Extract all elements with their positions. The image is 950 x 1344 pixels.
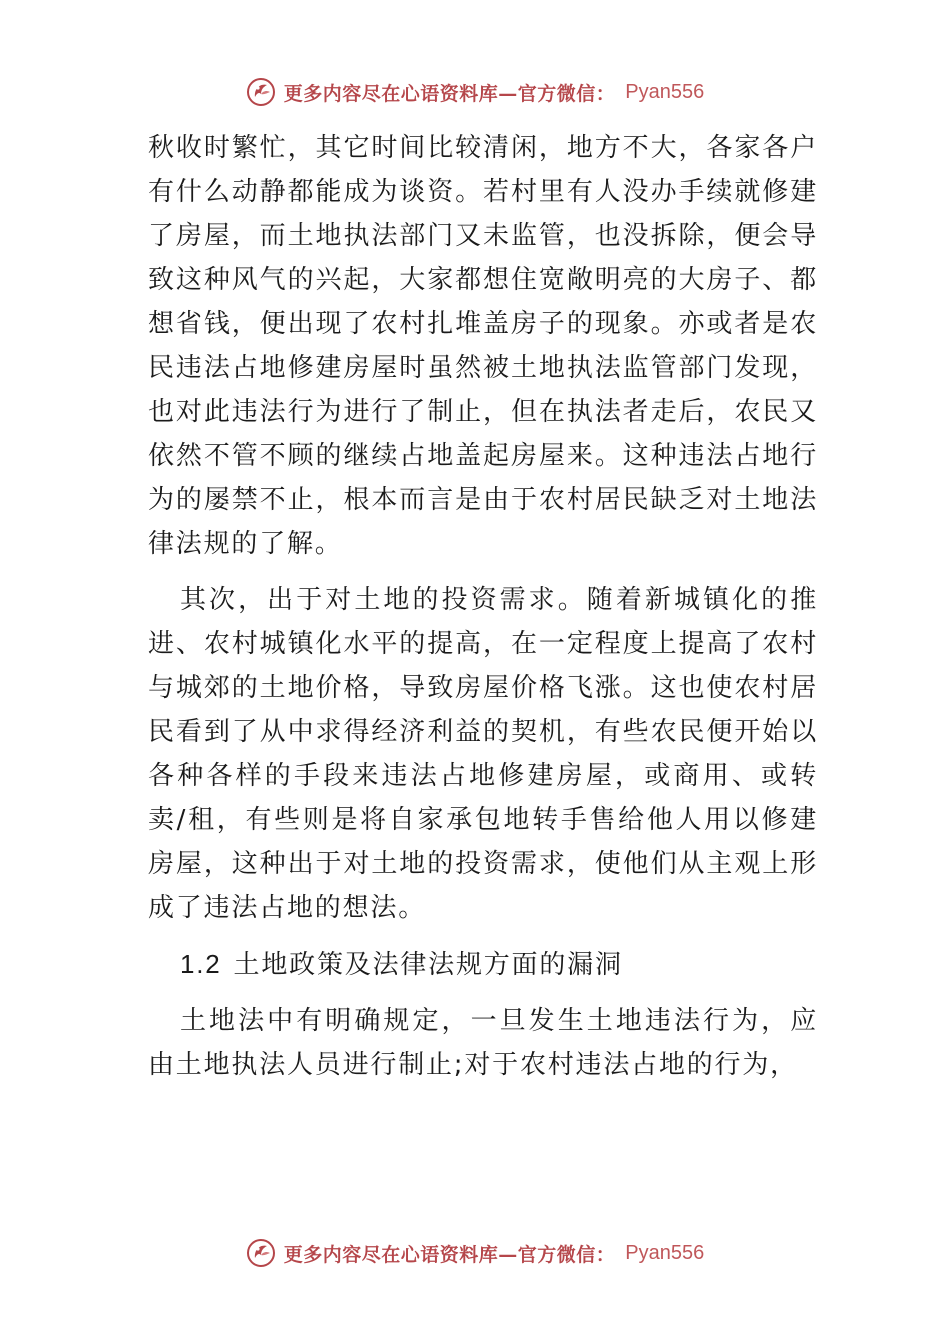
section-number: 1.2 xyxy=(180,949,222,979)
footer-banner xyxy=(0,1233,950,1273)
banner-slogan: 更多内容尽在心语资料库—官方微信： xyxy=(283,82,616,105)
flower-logo-icon xyxy=(246,1238,276,1268)
paragraph-3: 土地法中有明确规定，一旦发生土地违法行为，应由土地执法人员进行制止;对于农村违法占地的行为， xyxy=(148,1006,818,1080)
document-body xyxy=(148,126,818,1099)
wechat-id: Pyan556 xyxy=(625,80,705,103)
banner-slogan: 更多内容尽在心语资料库—官方微信： xyxy=(283,1243,616,1266)
paragraph-2: 其次，出于对土地的投资需求。随着新城镇化的推进、农村城镇化水平的提高，在一定程度上提高了农村与城郊的土地价格，导致房屋价格飞涨。这也使农村居民看到了从中求得经济利益的契机，有些农民便开始以各种各样的手段来违法占地修建房屋，或商用、或转卖/租，有些则是将自家承包地转手售给他人用以修建房屋，这种出于对土地的投资需求，使他们从主观上形成了违法占地的想法。 xyxy=(148,585,818,923)
section-title: 土地政策及法律法规方面的漏洞 xyxy=(233,950,623,980)
paragraph-1: 秋收时繁忙，其它时间比较清闲，地方不大，各家各户有什么动静都能成为谈资。若村里有人没办手续就修建了房屋，而土地执法部门又未监管，也没拆除，便会导致这种风气的兴起，大家都想住宽敞明亮的大房子、都想省钱，便出现了农村扎堆盖房子的现象。亦或者是农民违法占地修建房屋时虽然被土地执法监管部门发现，也对此违法行为进行了制止，但在执法者走后，农民又依然不管不顾的继续占地盖起房屋来。这种违法占地行为的屡禁不止，根本而言是由于农村居民缺乏对土地法律法规的了解。 xyxy=(148,133,818,559)
wechat-id: Pyan556 xyxy=(625,1241,705,1264)
flower-logo-icon xyxy=(246,77,276,107)
section-heading xyxy=(148,942,818,987)
header-banner xyxy=(0,72,950,112)
